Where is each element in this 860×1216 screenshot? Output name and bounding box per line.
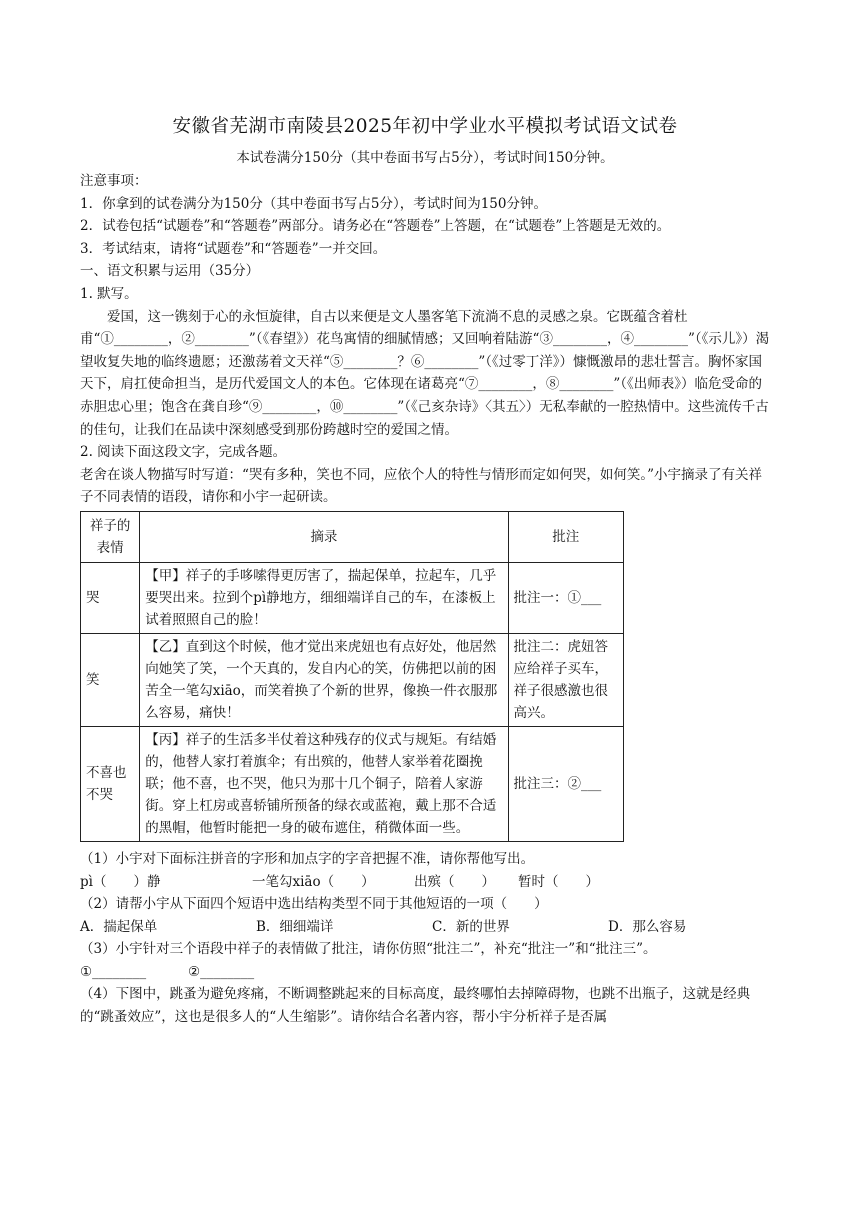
xiangzi-expression-table	[80, 511, 624, 842]
table-header-row	[81, 511, 624, 562]
page-title: 安徽省芜湖市南陵县2025年初中学业水平模拟考试语文试卷	[172, 116, 678, 137]
excerpt-cell: 【丙】祥子的生活多半仗着这种残存的仪式与规矩。有结婚的，他替人家打着旗伞；有出殡的，他替人家举着花圈挽联；他不喜，也不哭，他只为那十几个铜子，陪着人家游街。穿上杠房或喜轿铺所预备的绿衣或蓝袍，戴上那不合适的黑帽，他暂时能把一身的破布遮住，稍微体面一些。	[140, 726, 508, 841]
excerpt-cell: 【乙】直到这个时候，他才觉出来虎妞也有点好处，他居然向她笑了笑，一个天真的，发自内心的笑，仿佛把以前的困苦全一笔勾xiāo，而笑着换了个新的世界，像换一件衣服那么容易，痛快！	[140, 633, 508, 726]
question-2-label: 2. 阅读下面这段文字，完成各题。	[80, 444, 287, 461]
question-2-intro: 老舍在谈人物描写时写道：“哭有多种，笑也不同，应依个人的特性与情形而定如何哭，如何笑。”小宇摘录了有关祥子不同表情的语段，请你和小宇一起研读。	[80, 466, 763, 506]
expression-cell: 不喜也不哭	[81, 726, 140, 841]
choice-option-a: A．揣起保单	[80, 918, 158, 935]
question-1-text: 爱国，这一镌刻于心的永恒旋律，自古以来便是文人墨客笔下流淌不息的灵感之泉。它既蕴含着杜甫“①________，②________”（《春望》）花鸟寓情的细腻情感；又回响着陆游“③________，④________”（《示儿》）渴望收复失地的临终遗愿；还激荡着文天祥“⑤________？⑥________”（《过零丁洋》）慷慨激昂的悲壮誓言。胸怀家国天下，肩扛使命担当，是历代爱国文人的本色。它体现在诸葛亮“⑦________，⑧________”（《出师表》）临危受命的赤胆忠心里；饱含在龚自珍“⑨________，⑩________”（《己亥杂诗》〈其五〉）无私奉献的一腔热情中。这些流传千古的佳句，让我们在品读中深刻感受到那份跨越时空的爱国之情。	[80, 308, 770, 438]
table-row	[81, 726, 624, 841]
table-header-cell: 祥子的表情	[81, 511, 140, 562]
table-header-cell: 摘录	[140, 511, 508, 562]
table-row	[81, 562, 624, 633]
choice-options	[80, 916, 770, 939]
notice-item: 1．你拿到的试卷满分为150分（其中卷面书写占5分），考试时间为150分钟。	[80, 195, 547, 212]
table-header-cell: 批注	[508, 511, 623, 562]
note-cell: 批注二：虎妞答应给祥子买车，祥子很感激也很高兴。	[508, 633, 623, 726]
sub-question-4: （4）下图中，跳蚤为避免疼痛，不断调整跳起来的目标高度，最终哪怕去掉障碍物，也跳不出瓶子，这就是经典的“跳蚤效应”，这也是很多人的“人生缩影”。请你结合名著内容，帮小宇分析祥子是否属	[80, 986, 751, 1026]
pinyin-item: pì（ ）静	[80, 873, 161, 890]
sub-question-1: （1）小宇对下面标注拼音的字形和加点字的字音把握不准，请你帮他写出。	[80, 850, 535, 867]
section-heading: 一、语文积累与运用（35分）	[80, 263, 260, 280]
note-cell: 批注一：①___	[508, 562, 623, 633]
annotation-blank: ①________	[80, 963, 147, 980]
pinyin-item: 一笔勾xiāo（ ）	[252, 873, 375, 890]
pinyin-items	[80, 871, 770, 894]
choice-option-b: B．细细端详	[256, 918, 334, 935]
notice-item: 3．考试结束，请将“试题卷”和“答题卷”一并交回。	[80, 240, 387, 257]
annotation-blank: ②________	[188, 963, 255, 980]
table-row	[81, 633, 624, 726]
sub-question-3: （3）小宇针对三个语段中祥子的表情做了批注，请你仿照“批注二”，补充“批注一”和“批注三”。	[80, 941, 657, 958]
excerpt-cell: 【甲】祥子的手哆嗦得更厉害了，揣起保单，拉起车，几乎要哭出来。拉到个pì静地方，细细端详自己的车，在漆板上试着照照自己的脸！	[140, 562, 508, 633]
exam-page	[80, 112, 770, 1029]
sub-question-2: （2）请帮小宇从下面四个短语中选出结构类型不同于其他短语的一项（ ）	[80, 896, 548, 913]
choice-option-d: D．那么容易	[608, 918, 687, 935]
pinyin-item: 出殡（ ）	[414, 873, 495, 890]
exam-subtitle: 本试卷满分150分（其中卷面书写占5分），考试时间150分钟。	[236, 150, 614, 166]
choice-option-c: C．新的世界	[432, 918, 510, 935]
expression-cell: 哭	[81, 562, 140, 633]
notice-item: 2．试卷包括“试题卷”和“答题卷”两部分。请务必在“答题卷”上答题，在“试题卷”上答题是无效的。	[80, 218, 671, 235]
expression-cell: 笑	[81, 633, 140, 726]
note-cell: 批注三：②___	[508, 726, 623, 841]
pinyin-item: 暂时（ ）	[518, 873, 599, 890]
question-1-label: 1. 默写。	[80, 285, 138, 302]
annotation-blanks	[80, 961, 770, 984]
notice-heading: 注意事项：	[80, 173, 148, 189]
